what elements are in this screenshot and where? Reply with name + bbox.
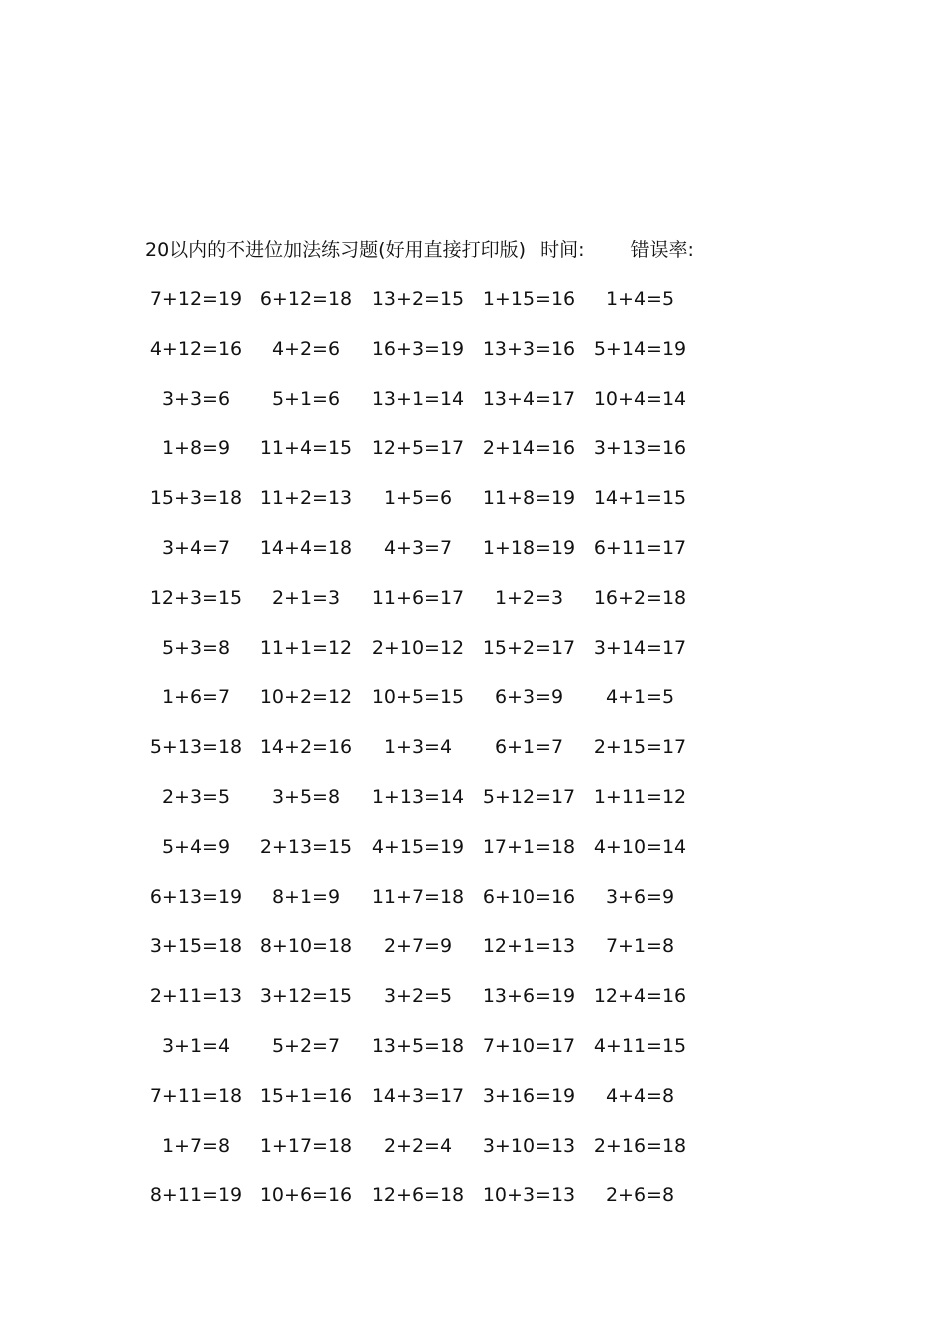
problem-cell: 13+5=18 xyxy=(371,1035,465,1057)
problem-cell: 2+16=18 xyxy=(593,1134,687,1157)
problem-cell: 2+10=12 xyxy=(371,636,465,659)
problem-cell: 12+6=18 xyxy=(371,1184,465,1207)
problem-cell: 3+16=19 xyxy=(482,1084,576,1107)
problem-cell: 14+4=18 xyxy=(259,537,353,559)
problem-cell: 5+4=9 xyxy=(161,835,231,858)
problem-cell: 6+12=18 xyxy=(259,288,353,310)
problem-cell: 4+4=8 xyxy=(605,1084,675,1107)
problem-cell: 4+2=6 xyxy=(271,337,341,360)
problem-cell: 5+14=19 xyxy=(593,337,687,360)
problem-cell: 3+1=4 xyxy=(161,1035,231,1057)
problem-cell: 5+1=6 xyxy=(271,387,341,410)
problem-cell: 2+6=8 xyxy=(605,1184,675,1207)
problem-cell: 11+4=15 xyxy=(259,437,353,460)
problem-cell: 1+5=6 xyxy=(383,487,453,510)
error-rate-label: 错误率: xyxy=(630,239,694,261)
problem-cell: 1+2=3 xyxy=(494,586,564,609)
problem-cell: 13+1=14 xyxy=(371,387,465,410)
problem-cell: 6+1=7 xyxy=(494,736,564,759)
problem-cell: 4+1=5 xyxy=(605,686,675,709)
problem-cell: 13+2=15 xyxy=(371,288,465,310)
problem-cell: 10+6=16 xyxy=(259,1184,353,1207)
problem-cell: 2+11=13 xyxy=(149,985,243,1008)
problem-cell: 2+2=4 xyxy=(383,1134,453,1157)
problem-cell: 3+12=15 xyxy=(259,985,353,1008)
problem-cell: 2+1=3 xyxy=(271,586,341,609)
problem-cell: 15+2=17 xyxy=(482,636,576,659)
problem-cell: 1+3=4 xyxy=(383,736,453,759)
problem-cell: 7+10=17 xyxy=(482,1035,576,1057)
problem-cell: 2+14=16 xyxy=(482,437,576,460)
problem-cell: 11+2=13 xyxy=(259,487,353,510)
problem-cell: 1+15=16 xyxy=(482,288,576,310)
problem-cell: 2+3=5 xyxy=(161,786,231,808)
problem-cell: 4+3=7 xyxy=(383,537,453,559)
problem-cell: 7+12=19 xyxy=(149,288,243,310)
problem-cell: 1+13=14 xyxy=(371,786,465,808)
problem-cell: 10+5=15 xyxy=(371,686,465,709)
problem-cell: 2+15=17 xyxy=(593,736,687,759)
problem-cell: 8+1=9 xyxy=(271,885,341,908)
problem-cell: 1+4=5 xyxy=(605,288,675,310)
problem-cell: 3+5=8 xyxy=(271,786,341,808)
problem-cell: 12+1=13 xyxy=(482,935,576,958)
problem-cell: 3+3=6 xyxy=(161,387,231,410)
problem-cell: 1+8=9 xyxy=(161,437,231,460)
time-label: 时间: xyxy=(540,239,585,261)
problem-cell: 6+3=9 xyxy=(494,686,564,709)
problem-cell: 6+10=16 xyxy=(482,885,576,908)
problem-cell: 3+4=7 xyxy=(161,537,231,559)
problem-cell: 8+10=18 xyxy=(259,935,353,958)
problem-cell: 1+17=18 xyxy=(259,1134,353,1157)
problem-cell: 5+3=8 xyxy=(161,636,231,659)
problem-cell: 15+3=18 xyxy=(149,487,243,510)
worksheet-header xyxy=(145,236,694,264)
problem-cell: 2+13=15 xyxy=(259,835,353,858)
problem-cell: 15+1=16 xyxy=(259,1084,353,1107)
problem-cell: 1+7=8 xyxy=(161,1134,231,1157)
problem-cell: 6+13=19 xyxy=(149,885,243,908)
problem-cell: 4+15=19 xyxy=(371,835,465,858)
problem-cell: 3+2=5 xyxy=(383,985,453,1008)
problem-cell: 6+11=17 xyxy=(593,537,687,559)
problem-cell: 12+3=15 xyxy=(149,586,243,609)
problem-cell: 3+14=17 xyxy=(593,636,687,659)
problem-cell: 17+1=18 xyxy=(482,835,576,858)
problem-cell: 11+1=12 xyxy=(259,636,353,659)
problem-cell: 7+11=18 xyxy=(149,1084,243,1107)
problem-cell: 16+2=18 xyxy=(593,586,687,609)
problem-cell: 1+18=19 xyxy=(482,537,576,559)
problem-cell: 13+6=19 xyxy=(482,985,576,1008)
problem-cell: 12+4=16 xyxy=(593,985,687,1008)
problem-cell: 10+4=14 xyxy=(593,387,687,410)
problem-cell: 5+13=18 xyxy=(149,736,243,759)
problem-cell: 11+8=19 xyxy=(482,487,576,510)
problem-cell: 4+10=14 xyxy=(593,835,687,858)
problem-cell: 11+6=17 xyxy=(371,586,465,609)
problem-cell: 7+1=8 xyxy=(605,935,675,958)
problem-cell: 14+3=17 xyxy=(371,1084,465,1107)
problem-cell: 4+12=16 xyxy=(149,337,243,360)
problem-cell: 3+15=18 xyxy=(149,935,243,958)
problem-cell: 14+1=15 xyxy=(593,487,687,510)
problem-cell: 16+3=19 xyxy=(371,337,465,360)
problem-cell: 10+2=12 xyxy=(259,686,353,709)
problem-cell: 2+7=9 xyxy=(383,935,453,958)
problem-cell: 11+7=18 xyxy=(371,885,465,908)
worksheet-title: 20以内的不进位加法练习题(好用直接打印版) xyxy=(145,239,527,261)
problem-cell: 5+2=7 xyxy=(271,1035,341,1057)
problem-cell: 1+6=7 xyxy=(161,686,231,709)
problem-cell: 1+11=12 xyxy=(593,786,687,808)
problem-cell: 13+4=17 xyxy=(482,387,576,410)
problem-cell: 10+3=13 xyxy=(482,1184,576,1207)
problem-cell: 14+2=16 xyxy=(259,736,353,759)
problem-cell: 3+13=16 xyxy=(593,437,687,460)
problem-cell: 8+11=19 xyxy=(149,1184,243,1207)
problem-cell: 12+5=17 xyxy=(371,437,465,460)
problem-cell: 3+6=9 xyxy=(605,885,675,908)
problem-cell: 4+11=15 xyxy=(593,1035,687,1057)
problem-cell: 3+10=13 xyxy=(482,1134,576,1157)
problem-cell: 5+12=17 xyxy=(482,786,576,808)
problem-cell: 13+3=16 xyxy=(482,337,576,360)
